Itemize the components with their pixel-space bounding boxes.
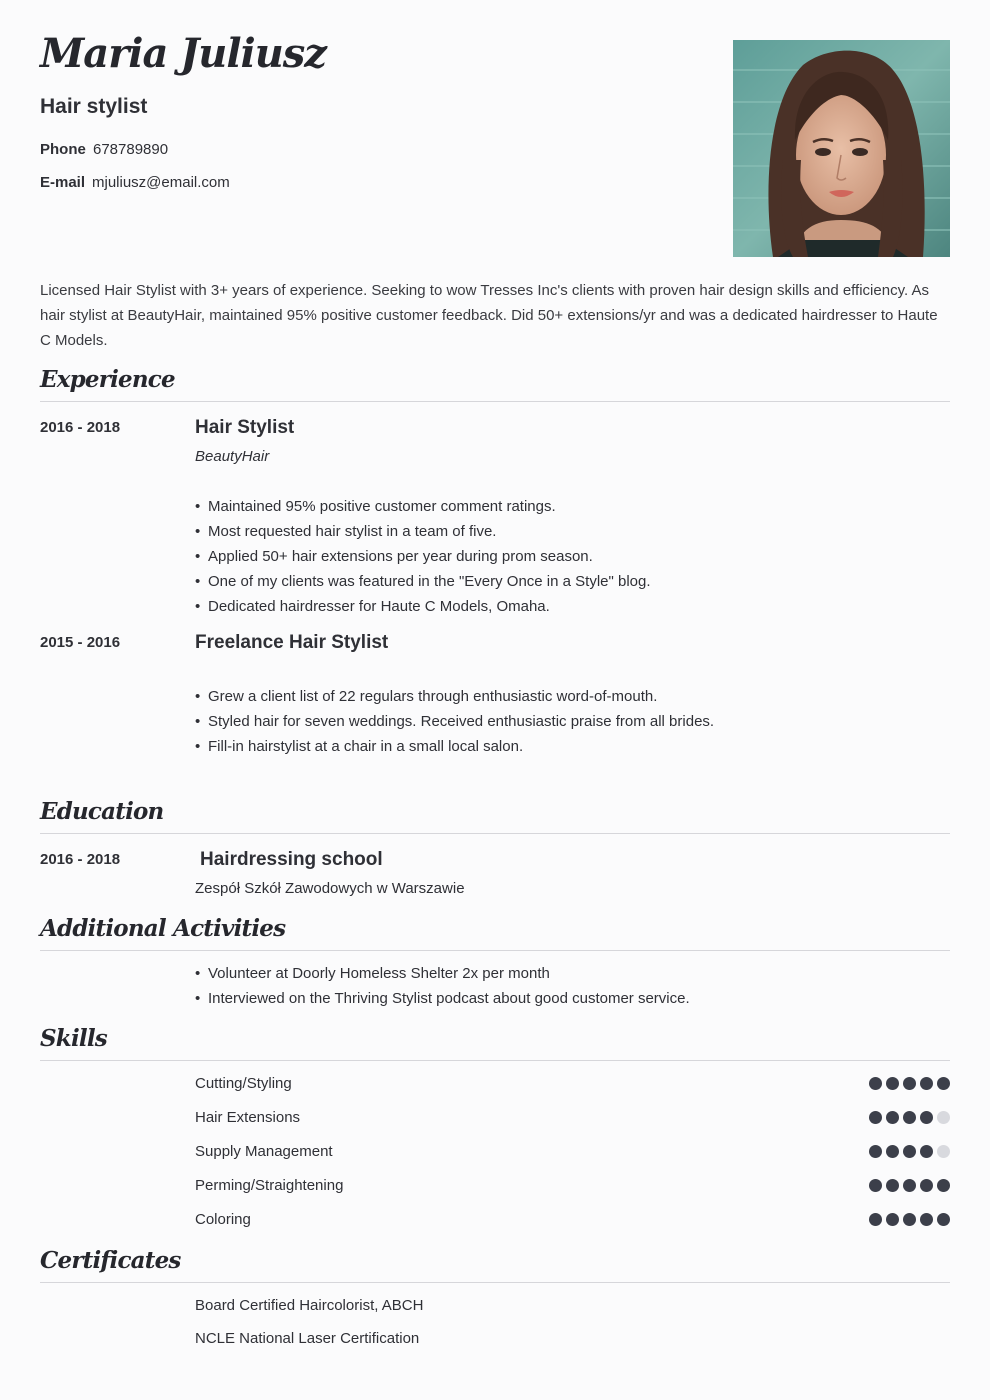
- profile-photo: [733, 40, 950, 257]
- activity-bullet: • Interviewed on the Thriving Stylist podcast about good customer service.: [195, 986, 690, 1011]
- rating-dot-filled: [937, 1179, 950, 1192]
- experience-divider: [40, 401, 950, 402]
- rating-dot-filled: [886, 1077, 899, 1090]
- skill-row: [195, 1142, 950, 1162]
- activities-bullets: [195, 961, 690, 1011]
- rating-dot-empty: [937, 1145, 950, 1158]
- education-school: Zespół Szkół Zawodowych w Warszawie: [195, 880, 465, 897]
- certificates-heading: Certificates: [40, 1247, 181, 1274]
- job-1-role: Hair Stylist: [195, 417, 295, 438]
- activity-bullet: • Volunteer at Doorly Homeless Shelter 2x per month: [195, 961, 690, 986]
- education-dates: 2016 - 2018: [40, 851, 121, 868]
- skill-name: Cutting/Styling: [195, 1075, 292, 1092]
- skills-divider: [40, 1060, 950, 1061]
- job-1-bullet: • Applied 50+ hair extensions per year during prom season.: [195, 544, 651, 569]
- rating-dot-filled: [886, 1213, 899, 1226]
- rating-dot-filled: [937, 1213, 950, 1226]
- rating-dot-filled: [886, 1111, 899, 1124]
- job-title: Hair stylist: [40, 95, 148, 118]
- skill-rating: [869, 1145, 950, 1158]
- skill-name: Supply Management: [195, 1143, 333, 1160]
- job-2-role: Freelance Hair Stylist: [195, 632, 389, 653]
- rating-dot-filled: [869, 1077, 882, 1090]
- rating-dot-filled: [886, 1179, 899, 1192]
- rating-dot-filled: [869, 1111, 882, 1124]
- skill-row: [195, 1176, 950, 1196]
- skill-name: Hair Extensions: [195, 1109, 301, 1126]
- job-1-company: BeautyHair: [195, 448, 270, 465]
- rating-dot-filled: [869, 1179, 882, 1192]
- activities-heading: Additional Activities: [40, 915, 286, 942]
- rating-dot-filled: [937, 1077, 950, 1090]
- candidate-name: Maria Juliusz: [40, 30, 327, 77]
- job-1-bullet: • Dedicated hairdresser for Haute C Models, Omaha.: [195, 594, 651, 619]
- job-1-bullet: • Maintained 95% positive customer comment ratings.: [195, 494, 651, 519]
- rating-dot-filled: [920, 1111, 933, 1124]
- activities-divider: [40, 950, 950, 951]
- rating-dot-filled: [869, 1145, 882, 1158]
- phone-value: 678789890: [93, 141, 169, 158]
- skill-name: Coloring: [195, 1211, 251, 1228]
- rating-dot-filled: [903, 1179, 916, 1192]
- education-divider: [40, 833, 950, 834]
- job-2-bullet: • Fill-in hairstylist at a chair in a small local salon.: [195, 734, 714, 759]
- rating-dot-filled: [920, 1077, 933, 1090]
- experience-heading: Experience: [40, 366, 175, 393]
- rating-dot-filled: [920, 1179, 933, 1192]
- job-1-bullet: • One of my clients was featured in the "Every Once in a Style" blog.: [195, 569, 651, 594]
- summary-text: Licensed Hair Stylist with 3+ years of experience. Seeking to wow Tresses Inc's clients with proven hair design skills and efficiency. As hair stylist at BeautyHair, maintained 95% positive customer feedback. Did 50+ extensions/yr and was a dedicated hairdresser to Haute C Models.: [40, 282, 938, 349]
- skills-heading: Skills: [40, 1025, 107, 1052]
- rating-dot-filled: [903, 1111, 916, 1124]
- job-2-bullet: • Grew a client list of 22 regulars through enthusiastic word-of-mouth.: [195, 684, 714, 709]
- rating-dot-filled: [920, 1145, 933, 1158]
- job-1-dates: 2016 - 2018: [40, 419, 121, 436]
- skill-rating: [869, 1213, 950, 1226]
- rating-dot-filled: [920, 1213, 933, 1226]
- skill-rating: [869, 1111, 950, 1124]
- certificate-item: NCLE National Laser Certification: [195, 1330, 420, 1347]
- rating-dot-empty: [937, 1111, 950, 1124]
- rating-dot-filled: [903, 1077, 916, 1090]
- job-1-bullet: • Most requested hair stylist in a team of five.: [195, 519, 651, 544]
- email-value: mjuliusz@email.com: [92, 174, 230, 191]
- rating-dot-filled: [869, 1213, 882, 1226]
- rating-dot-filled: [903, 1145, 916, 1158]
- phone-label: Phone: [40, 141, 86, 158]
- skill-name: Perming/Straightening: [195, 1177, 344, 1194]
- job-1-bullets: [195, 494, 651, 619]
- job-2-dates: 2015 - 2016: [40, 634, 121, 651]
- skill-rating: [869, 1077, 950, 1090]
- job-2-bullets: [195, 684, 714, 759]
- skill-rating: [869, 1179, 950, 1192]
- skill-row: [195, 1074, 950, 1094]
- skill-row: [195, 1210, 950, 1230]
- skill-row: [195, 1108, 950, 1128]
- education-degree: Hairdressing school: [200, 849, 383, 870]
- certificate-item: Board Certified Haircolorist, ABCH: [195, 1297, 424, 1314]
- rating-dot-filled: [903, 1213, 916, 1226]
- rating-dot-filled: [886, 1145, 899, 1158]
- certificates-divider: [40, 1282, 950, 1283]
- job-2-bullet: • Styled hair for seven weddings. Received enthusiastic praise from all brides.: [195, 709, 714, 734]
- email-label: E-mail: [40, 174, 86, 191]
- education-heading: Education: [40, 798, 164, 825]
